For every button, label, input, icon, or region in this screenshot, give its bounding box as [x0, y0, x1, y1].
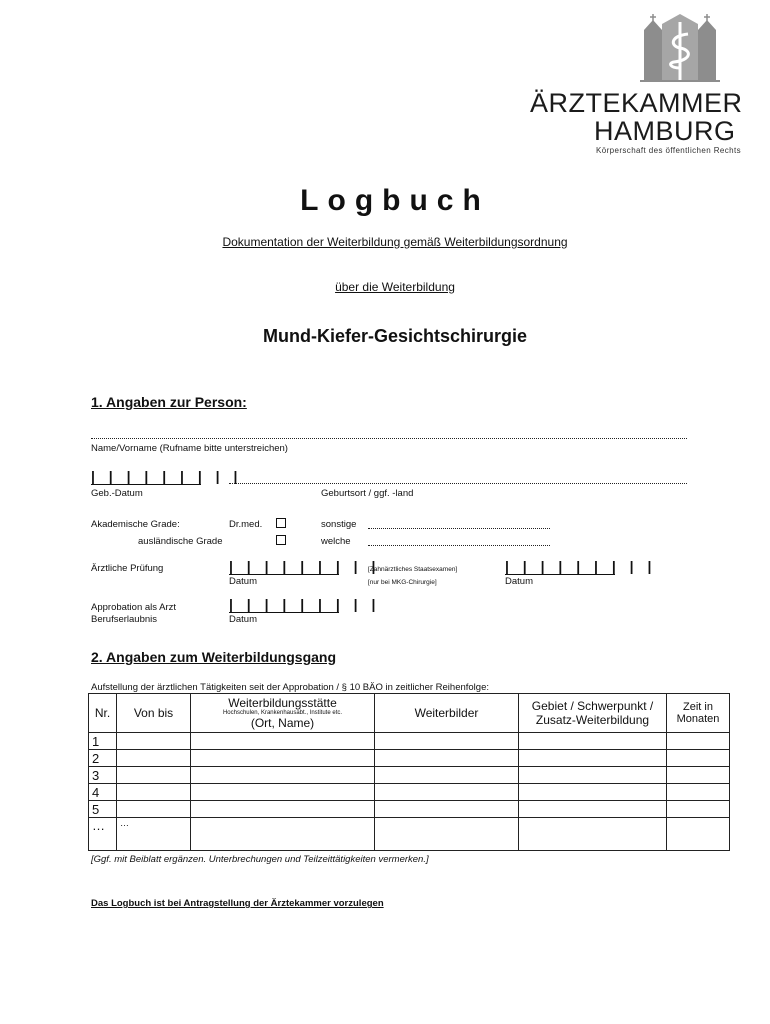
logo-name-line1: ÄRZTEKAMMER — [530, 88, 743, 118]
zeit-line2: Monaten — [676, 713, 720, 725]
dob-label: Geb.-Datum — [91, 488, 143, 499]
name-input-line[interactable] — [91, 437, 687, 439]
cell-weiterbilder[interactable] — [375, 818, 519, 851]
table-row — [89, 818, 730, 851]
approbation-date-label: Datum — [229, 614, 257, 625]
cell-zeit[interactable] — [667, 818, 730, 851]
zeit-line1: Zeit in — [683, 701, 713, 713]
foreign-grades-label: ausländische Grade — [138, 536, 223, 547]
gebiet-line1: Gebiet / Schwerpunkt / — [531, 699, 654, 713]
hamburg-emblem-icon — [640, 14, 720, 86]
birthplace-input-line[interactable] — [229, 482, 687, 484]
table-row — [89, 784, 730, 801]
col-header-nr: Nr. — [89, 694, 117, 733]
section2-intro: Aufstellung der ärztlichen Tätigkeiten seit der Approbation / § 10 BÄO in zeitlicher Reihenfolge: — [91, 682, 490, 693]
document-title: Logbuch — [300, 184, 490, 217]
row-number: 4 — [89, 784, 117, 801]
row-number: 1 — [89, 733, 117, 750]
row-number: 2 — [89, 750, 117, 767]
cell-von-bis[interactable] — [117, 767, 191, 784]
cell-staette[interactable] — [191, 733, 375, 750]
specialty-title: Mund-Kiefer-Gesichtschirurgie — [262, 326, 528, 346]
dental-exam-date-input-boxes[interactable]: | | | | | | | | | — [505, 558, 657, 574]
col-header-gebiet — [519, 694, 667, 733]
col-header-von-bis: Von bis — [117, 694, 191, 733]
logo-name-line2: HAMBURG — [594, 116, 736, 146]
cell-gebiet[interactable] — [519, 767, 667, 784]
birthplace-label: Geburtsort / ggf. -land — [321, 488, 414, 499]
medical-exam-label: Ärztliche Prüfung — [91, 563, 164, 574]
staette-detail: (Ort, Name) — [250, 716, 315, 730]
cell-weiterbilder[interactable] — [375, 767, 519, 784]
exam-date-input-boxes[interactable]: | | | | | | | | | — [229, 558, 381, 574]
cell-weiterbilder[interactable] — [375, 784, 519, 801]
cell-staette[interactable] — [191, 784, 375, 801]
cell-zeit[interactable] — [667, 784, 730, 801]
academic-grades-label: Akademische Grade: — [91, 519, 180, 530]
cell-staette[interactable] — [191, 750, 375, 767]
gebiet-line2: Zusatz-Weiterbildung — [535, 713, 650, 727]
approbation-label: Approbation als Arzt — [91, 602, 177, 613]
dental-exam-note: [Zahnärztliches Staatsexamen] — [368, 566, 458, 573]
exam-date-label: Datum — [229, 576, 257, 587]
which-label: welche — [321, 536, 351, 547]
dental-exam-date-label: Datum — [505, 576, 533, 587]
foreign-grades-checkbox[interactable] — [276, 535, 286, 545]
drmed-checkbox[interactable] — [276, 518, 286, 528]
table-row — [89, 767, 730, 784]
col-header-weiterbilder: Weiterbilder — [375, 694, 519, 733]
other-grades-label: sonstige — [321, 519, 357, 530]
table-footnote: [Ggf. mit Beiblatt ergänzen. Unterbrechungen und Teilzeittätigkeiten vermerken.] — [91, 854, 429, 865]
section2-heading: 2. Angaben zum Weiterbildungsgang — [91, 649, 337, 665]
cell-von-bis[interactable] — [117, 733, 191, 750]
training-table — [88, 693, 730, 851]
cell-staette[interactable] — [191, 818, 375, 851]
cell-gebiet[interactable] — [519, 733, 667, 750]
drmed-label: Dr.med. — [229, 519, 263, 530]
which-input-line[interactable] — [368, 544, 550, 546]
cell-staette[interactable] — [191, 801, 375, 818]
cell-gebiet[interactable] — [519, 784, 667, 801]
col-header-zeit — [667, 694, 730, 733]
cell-von-bis[interactable]: … — [117, 818, 191, 851]
document-subtitle: Dokumentation der Weiterbildung gemäß Weiterbildungsordnung — [222, 235, 568, 249]
name-label: Name/Vorname (Rufname bitte unterstreichen) — [91, 443, 288, 454]
cell-zeit[interactable] — [667, 801, 730, 818]
table-row — [89, 733, 730, 750]
cell-weiterbilder[interactable] — [375, 801, 519, 818]
table-row — [89, 750, 730, 767]
cell-von-bis[interactable] — [117, 784, 191, 801]
cell-gebiet[interactable] — [519, 750, 667, 767]
final-note: Das Logbuch ist bei Antragstellung der Ärztekammer vorzulegen — [91, 898, 384, 909]
row-number: 3 — [89, 767, 117, 784]
other-grades-input-line[interactable] — [368, 527, 550, 529]
row-number: … — [89, 818, 117, 851]
logo-tagline: Körperschaft des öffentlichen Rechts — [596, 146, 741, 155]
cell-zeit[interactable] — [667, 733, 730, 750]
cell-zeit[interactable] — [667, 767, 730, 784]
section1-heading: 1. Angaben zur Person: — [91, 394, 247, 410]
cell-weiterbilder[interactable] — [375, 750, 519, 767]
cell-weiterbilder[interactable] — [375, 733, 519, 750]
approbation-date-input-boxes[interactable]: | | | | | | | | | — [229, 596, 381, 612]
cell-gebiet[interactable] — [519, 801, 667, 818]
cell-gebiet[interactable] — [519, 818, 667, 851]
staette-sub: Hochschulen, Krankenhausabt., Institute etc. — [222, 710, 343, 716]
document-over-line: über die Weiterbildung — [335, 280, 455, 294]
mkg-note: [nur bei MKG-Chirurgie] — [368, 579, 437, 586]
cell-zeit[interactable] — [667, 750, 730, 767]
col-header-staette — [191, 694, 375, 733]
table-row — [89, 801, 730, 818]
cell-von-bis[interactable] — [117, 801, 191, 818]
staette-title: Weiterbildungsstätte — [228, 696, 337, 710]
permit-label: Berufserlaubnis — [91, 614, 158, 625]
cell-von-bis[interactable] — [117, 750, 191, 767]
dob-input-boxes[interactable]: | | | | | | | | | — [91, 468, 243, 484]
row-number: 5 — [89, 801, 117, 818]
cell-staette[interactable] — [191, 767, 375, 784]
